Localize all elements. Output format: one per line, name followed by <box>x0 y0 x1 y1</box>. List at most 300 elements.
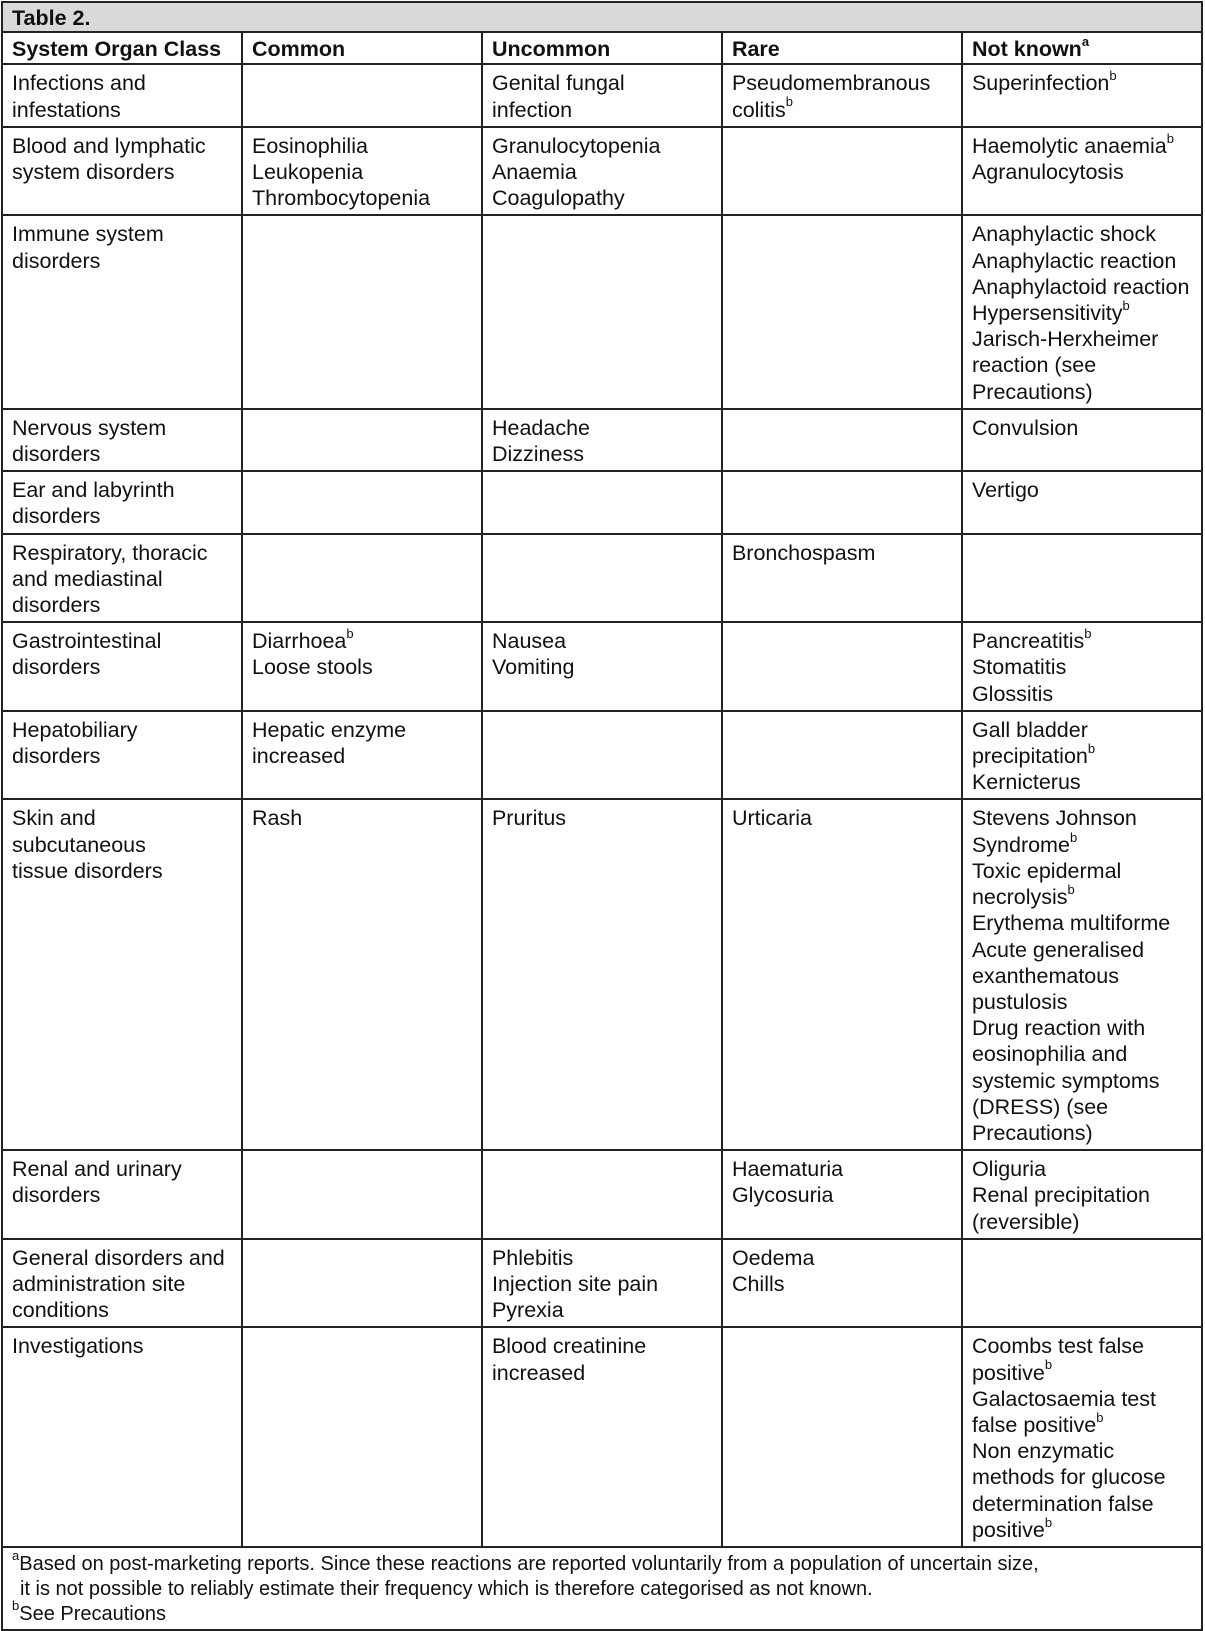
cell-line <box>12 832 238 858</box>
footnote-marker: b <box>1122 297 1130 313</box>
cell-line <box>972 1041 1198 1067</box>
cell-line <box>12 477 238 503</box>
cell-uncommon <box>482 1327 722 1547</box>
cell-common <box>242 1239 482 1328</box>
cell-line <box>12 717 238 743</box>
cell-line <box>12 159 238 185</box>
header-uncommon: Uncommon <box>482 32 722 64</box>
footnote-marker: b <box>346 626 354 642</box>
cell-line <box>972 910 1198 936</box>
table-body <box>2 64 1202 1547</box>
cell-line <box>252 805 478 831</box>
cell-uncommon <box>482 409 722 471</box>
cell-rare <box>722 215 962 408</box>
cell-text: increased <box>491 1360 586 1385</box>
cell-line <box>971 881 1198 910</box>
cell-system-organ-class <box>2 711 242 800</box>
cell-line <box>12 743 238 769</box>
cell-text: Blood creatinine <box>491 1334 647 1359</box>
cell-text: Non enzymatic <box>971 1439 1115 1464</box>
cell-line <box>972 1491 1198 1517</box>
cell-text: disorders <box>12 1183 101 1208</box>
table-row <box>2 127 1202 216</box>
table-row <box>2 215 1202 408</box>
cell-not-known <box>962 622 1202 711</box>
footnotes <box>2 1547 1202 1630</box>
cell-text: Glossitis <box>971 681 1054 706</box>
cell-rare <box>722 409 962 471</box>
cell-not-known <box>962 1150 1202 1239</box>
cell-text: Superinfection <box>971 71 1110 96</box>
cell-common <box>242 622 482 711</box>
cell-text: Stomatitis <box>971 655 1067 680</box>
cell-text: determination false <box>971 1491 1154 1516</box>
table-caption-row <box>2 2 1202 32</box>
cell-line <box>972 989 1198 1015</box>
cell-line <box>972 248 1198 274</box>
cell-text: Precautions) <box>971 1120 1093 1145</box>
cell-text: Glycosuria <box>731 1183 834 1208</box>
cell-text: Anaphylactic shock <box>971 222 1156 247</box>
cell-line <box>12 1245 238 1271</box>
cell-rare <box>722 711 962 800</box>
cell-line <box>972 1209 1198 1235</box>
cell-line <box>971 1514 1198 1543</box>
cell-text: administration site <box>12 1271 186 1296</box>
cell-text: General disorders and <box>12 1245 225 1270</box>
cell-text: infection <box>491 97 573 122</box>
cell-text: Kernicterus <box>971 770 1081 795</box>
cell-system-organ-class <box>2 127 242 216</box>
cell-line <box>972 937 1198 963</box>
cell-text: reaction (see <box>971 353 1097 378</box>
cell-text: Galactosaemia test <box>971 1386 1156 1411</box>
cell-text: Coagulopathy <box>491 186 625 211</box>
cell-line <box>972 221 1198 247</box>
cell-common <box>242 471 482 533</box>
footnote-marker: b <box>1166 130 1174 146</box>
cell-uncommon <box>482 1239 722 1328</box>
cell-text: Thrombocytopenia <box>251 186 431 211</box>
cell-line <box>12 540 238 566</box>
table-row <box>2 799 1202 1150</box>
cell-line <box>12 248 238 274</box>
footnote-a-mark: a <box>12 1548 20 1564</box>
cell-line <box>12 805 238 831</box>
cell-common <box>242 799 482 1150</box>
cell-line <box>972 654 1198 680</box>
cell-text: Immune system <box>12 222 164 247</box>
cell-uncommon <box>482 1150 722 1239</box>
footnote-row <box>2 1547 1202 1630</box>
cell-text: pustulosis <box>971 989 1068 1014</box>
cell-text: Vomiting <box>491 655 575 680</box>
cell-text: Blood and lymphatic <box>12 133 206 158</box>
cell-not-known <box>962 799 1202 1150</box>
cell-uncommon <box>482 127 722 216</box>
cell-line <box>972 477 1198 503</box>
cell-line <box>971 829 1198 858</box>
cell-line <box>252 717 478 743</box>
footnote-marker: b <box>1087 740 1096 756</box>
cell-line <box>971 740 1198 769</box>
cell-line <box>972 805 1198 831</box>
cell-line <box>972 717 1198 743</box>
cell-rare <box>722 127 962 216</box>
cell-text: Injection site pain <box>491 1271 659 1296</box>
footnote-marker: b <box>1084 626 1092 642</box>
cell-not-known <box>962 711 1202 800</box>
cell-text: Syndrome <box>971 832 1070 857</box>
cell-line <box>732 805 958 831</box>
cell-line <box>972 769 1198 795</box>
cell-text: (DRESS) (see <box>971 1094 1109 1119</box>
cell-text: Pseudomembranous <box>731 71 931 96</box>
cell-line <box>972 1068 1198 1094</box>
cell-text: Gastrointestinal <box>12 629 162 654</box>
adverse-reactions-table-container <box>1 1 1203 1631</box>
cell-text: exanthematous <box>971 963 1119 988</box>
table-row <box>2 1239 1202 1328</box>
cell-rare <box>722 799 962 1150</box>
cell-text: Jarisch-Herxheimer <box>971 327 1159 352</box>
cell-system-organ-class <box>2 1239 242 1328</box>
adverse-reactions-table <box>1 1 1203 1631</box>
cell-uncommon <box>482 215 722 408</box>
cell-line <box>732 1182 958 1208</box>
cell-line <box>12 1297 238 1323</box>
cell-line <box>972 1156 1198 1182</box>
cell-rare <box>722 1150 962 1239</box>
footnote-b <box>12 1598 1195 1627</box>
cell-text: Infections and <box>12 71 146 96</box>
footnote-marker: b <box>1044 1357 1053 1373</box>
cell-line <box>972 1182 1198 1208</box>
cell-text: necrolysis <box>971 885 1068 910</box>
cell-line <box>732 1156 958 1182</box>
footnote-a-text-line1: Based on post-marketing reports. Since these reactions are reported voluntarily from a population of uncertain size, <box>19 1552 1039 1575</box>
cell-line <box>492 1271 718 1297</box>
cell-text: conditions <box>12 1298 109 1323</box>
cell-line <box>12 221 238 247</box>
cell-line <box>972 326 1198 352</box>
cell-rare <box>722 1327 962 1547</box>
cell-line <box>12 1333 238 1359</box>
cell-text: methods for glucose <box>971 1465 1166 1490</box>
cell-text: Anaphylactoid reaction <box>971 274 1190 299</box>
cell-text: system disorders <box>12 160 175 185</box>
header-common: Common <box>242 32 482 64</box>
cell-text: eosinophilia and <box>971 1042 1128 1067</box>
footnote-marker: b <box>1109 68 1117 84</box>
cell-line <box>12 858 238 884</box>
header-system-organ-class: System Organ Class <box>2 32 242 64</box>
table-row <box>2 534 1202 623</box>
cell-text: Genital fungal <box>491 71 625 96</box>
cell-not-known <box>962 64 1202 126</box>
cell-line <box>492 185 718 211</box>
cell-line <box>492 654 718 680</box>
cell-line <box>252 159 478 185</box>
table-row <box>2 1150 1202 1239</box>
table-row <box>2 622 1202 711</box>
cell-line <box>971 1357 1198 1386</box>
cell-text: Urticaria <box>731 806 812 831</box>
cell-system-organ-class <box>2 622 242 711</box>
cell-line <box>971 1409 1198 1438</box>
cell-uncommon <box>482 534 722 623</box>
footnote-marker: b <box>1069 829 1078 845</box>
cell-text: Renal precipitation <box>971 1183 1151 1208</box>
cell-text: Drug reaction with <box>971 1016 1146 1041</box>
cell-text: disorders <box>12 593 101 618</box>
cell-text: Loose stools <box>251 655 373 680</box>
cell-text: Diarrhoea <box>251 629 347 654</box>
cell-text: false positive <box>971 1412 1097 1437</box>
cell-text: Rash <box>251 806 303 831</box>
cell-line <box>12 97 238 123</box>
header-rare: Rare <box>722 32 962 64</box>
cell-line <box>492 159 718 185</box>
cell-line <box>492 97 718 123</box>
table-row <box>2 409 1202 471</box>
cell-line <box>972 159 1198 185</box>
cell-text: Skin and <box>12 806 96 831</box>
cell-line <box>12 566 238 592</box>
cell-uncommon <box>482 711 722 800</box>
cell-line <box>252 185 478 211</box>
cell-text: Granulocytopenia <box>491 133 661 158</box>
cell-line <box>492 628 718 654</box>
cell-text: Anaemia <box>491 160 577 185</box>
cell-text: Pruritus <box>491 806 567 831</box>
cell-not-known <box>962 471 1202 533</box>
cell-common <box>242 409 482 471</box>
cell-line <box>12 503 238 529</box>
cell-text: Eosinophilia <box>251 133 368 158</box>
cell-uncommon <box>482 799 722 1150</box>
cell-text: Coombs test false <box>971 1334 1145 1359</box>
cell-rare <box>722 534 962 623</box>
footnote-b-mark: b <box>12 1598 20 1614</box>
cell-text: Stevens Johnson <box>971 806 1137 831</box>
cell-text: precipitation <box>971 744 1088 769</box>
cell-system-organ-class <box>2 799 242 1150</box>
cell-line <box>972 1094 1198 1120</box>
cell-line <box>732 1271 958 1297</box>
cell-text: Precautions) <box>971 379 1093 404</box>
cell-text: Haemolytic anaemia <box>971 133 1167 158</box>
footnote-a-marker: a <box>1081 34 1090 50</box>
cell-text: disorders <box>12 442 101 467</box>
cell-line <box>12 441 238 467</box>
cell-system-organ-class <box>2 64 242 126</box>
cell-text: Hepatobiliary <box>12 717 138 742</box>
cell-text: Gall bladder <box>971 717 1088 742</box>
cell-uncommon <box>482 471 722 533</box>
cell-uncommon <box>482 622 722 711</box>
cell-common <box>242 534 482 623</box>
cell-uncommon <box>482 64 722 126</box>
cell-system-organ-class <box>2 215 242 408</box>
footnote-marker: b <box>785 94 793 110</box>
cell-line <box>972 1333 1198 1359</box>
table-row <box>2 64 1202 126</box>
cell-common <box>242 1327 482 1547</box>
cell-not-known <box>962 215 1202 408</box>
table-row <box>2 711 1202 800</box>
cell-rare <box>722 622 962 711</box>
cell-line <box>972 415 1198 441</box>
cell-text: Nervous system <box>12 415 167 440</box>
cell-line <box>972 1464 1198 1490</box>
header-not-known-label: Not known <box>971 37 1082 62</box>
cell-line <box>492 133 718 159</box>
cell-line <box>492 1360 718 1386</box>
cell-line <box>972 70 1198 96</box>
cell-system-organ-class <box>2 534 242 623</box>
cell-text: Vertigo <box>971 478 1039 503</box>
cell-line <box>971 297 1198 326</box>
cell-text: Respiratory, thoracic <box>12 540 208 565</box>
cell-line <box>972 1438 1198 1464</box>
cell-text: (reversible) <box>971 1209 1080 1234</box>
cell-text: and mediastinal <box>12 566 163 591</box>
cell-text: disorders <box>12 655 101 680</box>
cell-line <box>972 1120 1198 1146</box>
cell-text: Investigations <box>12 1334 144 1359</box>
cell-line <box>492 441 718 467</box>
cell-text: positive <box>971 1360 1045 1385</box>
cell-text: Headache <box>491 415 590 440</box>
cell-text: tissue disorders <box>12 858 163 883</box>
cell-line <box>252 628 478 654</box>
cell-not-known <box>962 534 1202 623</box>
cell-line <box>972 1386 1198 1412</box>
cell-text: Convulsion <box>971 415 1079 440</box>
cell-text: Haematuria <box>731 1157 844 1182</box>
cell-common <box>242 64 482 126</box>
cell-text: Renal and urinary <box>12 1157 182 1182</box>
cell-text: Hepatic enzyme <box>251 717 407 742</box>
table-row <box>2 1327 1202 1547</box>
cell-line <box>252 133 478 159</box>
cell-text: Pancreatitis <box>971 629 1085 654</box>
cell-line <box>972 352 1198 378</box>
cell-line <box>972 628 1198 654</box>
cell-common <box>242 215 482 408</box>
cell-line <box>971 130 1198 159</box>
cell-line <box>12 133 238 159</box>
cell-line <box>492 1245 718 1271</box>
footnote-a-text-line2: it is not possible to reliably estimate their frequency which is therefore categorised as not known. <box>20 1577 873 1600</box>
cell-line <box>972 274 1198 300</box>
cell-line <box>12 1156 238 1182</box>
cell-line <box>972 963 1198 989</box>
table-caption: Table 2. <box>2 2 1202 32</box>
footnote-b-text: See Precautions <box>19 1602 166 1625</box>
cell-line <box>252 743 478 769</box>
cell-text: Leukopenia <box>251 160 364 185</box>
cell-line <box>972 858 1198 884</box>
cell-line <box>492 805 718 831</box>
cell-text: Acute generalised <box>971 937 1145 962</box>
cell-line <box>972 379 1198 405</box>
footnote-marker: b <box>1044 1514 1053 1530</box>
cell-line <box>732 1245 958 1271</box>
cell-text: colitis <box>731 97 786 122</box>
cell-common <box>242 711 482 800</box>
cell-line <box>972 681 1198 707</box>
header-not-known <box>962 32 1202 64</box>
cell-text: Bronchospasm <box>731 540 876 565</box>
cell-line <box>12 70 238 96</box>
cell-line <box>492 415 718 441</box>
cell-system-organ-class <box>2 1150 242 1239</box>
cell-text: disorders <box>12 504 101 529</box>
cell-not-known <box>962 409 1202 471</box>
cell-text: Erythema multiforme <box>971 911 1171 936</box>
cell-line <box>492 1297 718 1323</box>
cell-text: Anaphylactic reaction <box>971 248 1177 273</box>
footnote-marker: b <box>1096 1409 1104 1425</box>
cell-text: subcutaneous <box>12 832 146 857</box>
cell-text: Agranulocytosis <box>971 160 1124 185</box>
cell-text: Dizziness <box>491 442 584 467</box>
cell-not-known <box>962 1327 1202 1547</box>
cell-text: Pyrexia <box>491 1298 564 1323</box>
cell-system-organ-class <box>2 471 242 533</box>
cell-common <box>242 127 482 216</box>
cell-rare <box>722 1239 962 1328</box>
cell-text: Toxic epidermal <box>971 858 1122 883</box>
cell-text: Chills <box>731 1271 785 1296</box>
cell-line <box>12 654 238 680</box>
header-row <box>2 32 1202 64</box>
cell-line <box>492 1333 718 1359</box>
cell-text: Oedema <box>731 1245 815 1270</box>
cell-not-known <box>962 1239 1202 1328</box>
cell-line <box>492 70 718 96</box>
cell-system-organ-class <box>2 1327 242 1547</box>
cell-system-organ-class <box>2 409 242 471</box>
cell-rare <box>722 471 962 533</box>
cell-text: disorders <box>12 744 101 769</box>
footnote-marker: b <box>1067 881 1075 897</box>
cell-text: increased <box>251 744 346 769</box>
cell-text: Hypersensitivity <box>971 301 1123 326</box>
cell-text: positive <box>971 1517 1045 1542</box>
cell-line <box>732 540 958 566</box>
cell-line <box>12 592 238 618</box>
cell-line <box>12 628 238 654</box>
cell-rare <box>722 64 962 126</box>
cell-line <box>972 1015 1198 1041</box>
cell-not-known <box>962 127 1202 216</box>
cell-text: disorders <box>12 248 101 273</box>
cell-line <box>252 654 478 680</box>
cell-text: Nausea <box>491 629 567 654</box>
cell-text: Phlebitis <box>491 1245 574 1270</box>
footnote-a <box>12 1548 1195 1577</box>
cell-text: systemic symptoms <box>971 1068 1160 1093</box>
cell-text: Ear and labyrinth <box>12 478 175 503</box>
cell-text: Oliguria <box>971 1157 1047 1182</box>
cell-line <box>12 1182 238 1208</box>
cell-line <box>731 94 958 123</box>
cell-common <box>242 1150 482 1239</box>
table-row <box>2 471 1202 533</box>
